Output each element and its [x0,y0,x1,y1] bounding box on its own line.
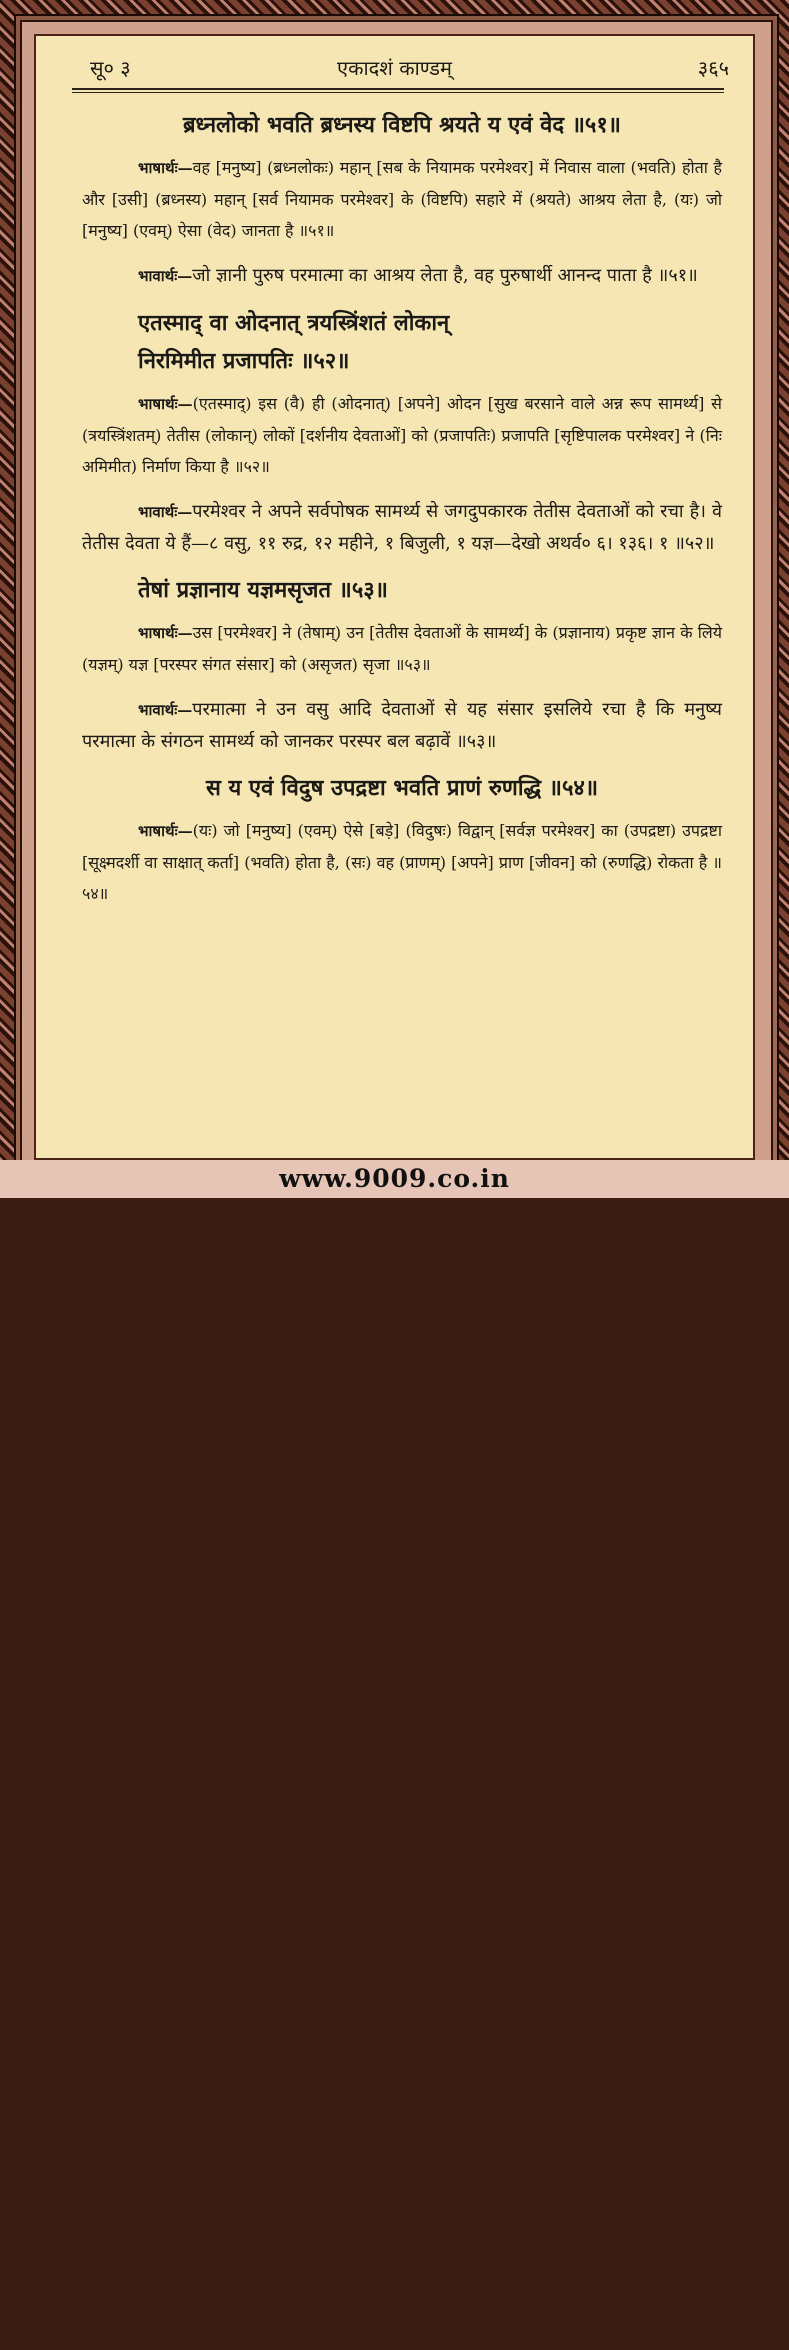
content [82,108,722,923]
header-rule [72,88,724,90]
text: वह [मनुष्य] (ब्रध्नलोकः) महान् [सब के नियामक परमेश्वर] में निवास वाला (भवति) होता है और [उसी] (ब्रध्नस्य) महान् [सर्व नियामक परमेश्वर] के (विष्टपि) सहारे में (श्रयते) आश्रय लेता है, (यः) जो [मनुष्य] (एवम्) ऐसा (वेद) जानता है ॥५१॥ [82,158,722,241]
bhavartha-52 [82,496,722,559]
bhashartha-52 [82,388,722,482]
text: (एतस्माद्) इस (वै) ही (ओदनात्) [अपने] ओदन [सुख बरसाने वाले अन्न रूप सामर्थ्य] से (त्रयस्त्रिंशतम्) तेतीस (लोकान्) लोकों [दर्शनीय देवताओं] को (प्रजापतिः) प्रजापति [सृष्टिपालक परमेश्वर] ने (निः अमिमीत) निर्माण किया है ॥५२॥ [82,394,722,477]
verse-54: स य एवं विदुष उपद्रष्टा भवति प्राणं रुणद्धि ॥५४॥ [205,775,599,802]
label: भावार्थः— [138,267,193,286]
page-header [36,54,753,84]
text: उस [परमेश्वर] ने (तेषाम्) उन [तेतीस देवताओं के सामर्थ्य] के (प्रज्ञानाय) प्रकृष्ट ज्ञान के लिये (यज्ञम्) यज्ञ [परस्पर संगत संसार] को (असृजत) सृजा ॥५३॥ [82,623,722,675]
kanda-title: एकादशं काण्डम् [337,56,452,80]
text: परमेश्वर ने अपने सर्वपोषक सामर्थ्य से जगदुपकारक तेतीस देवताओं को रचा है। वे तेतीस देवता ये हैं—८ वसु, ११ रुद्र, १२ महीने, १ बिजुली, १ यज्ञ—देखो अथर्व० ६। १३६। १ ॥५२॥ [82,501,722,555]
scroll-ornament-right-icon [569,2328,769,2350]
label: भाषार्थः— [138,624,193,643]
page [34,34,755,1160]
verse-53: तेषां प्रज्ञानाय यज्ञमसृजत ॥५३॥ [138,577,388,604]
footer-band [0,1160,789,1198]
label: भाषार्थः— [138,395,193,414]
sutra-number: सू० ३ [90,56,131,80]
website-url[interactable]: www.9009.co.in [279,1164,510,1193]
label: भाषार्थः— [138,159,193,178]
text: जो ज्ञानी पुरुष परमात्मा का आश्रय लेता है, वह पुरुषार्थी आनन्द पाता है ॥५१॥ [192,265,698,287]
bhashartha-53 [82,617,722,680]
label: भाषार्थः— [138,822,193,841]
verse-52-line1: एतस्माद् वा ओदनात् त्रयस्त्रिंशतं लोकान् [138,310,450,337]
label: भावार्थः— [138,503,193,522]
verse-52-line2: निरमिमीत प्रजापतिः ॥५२॥ [138,348,350,375]
bhavartha-51 [82,260,722,292]
label: भावार्थः— [138,701,193,720]
bhashartha-54 [82,815,722,909]
text: परमात्मा ने उन वसु आदि देवताओं से यह संसार इसलिये रचा है कि मनुष्य परमात्मा के संगठन सामर्थ्य को जानकर परस्पर बल बढ़ावें ॥५३॥ [82,699,722,753]
bhashartha-51 [82,152,722,246]
scroll-ornament-left-icon [20,2328,220,2350]
text: (यः) जो [मनुष्य] (एवम्) ऐसे [बड़े] (विदुषः) विद्वान् [सर्वज्ञ परमेश्वर] का (उपद्रष्टा) उपद्रष्टा [सूक्ष्मदर्शी वा साक्षात् कर्ता] (भवति) होता है, (सः) वह (प्राणम्) [अपने] प्राण [जीवन] को (रुणद्धि) रोकता है ॥५४॥ [82,821,722,904]
bhavartha-53 [82,694,722,757]
verse-51: ब्रध्नलोको भवति ब्रध्नस्य विष्टपि श्रयते य एवं वेद ॥५१॥ [183,112,621,138]
header-rule-thin [72,92,724,93]
page-number: ३६५ [697,56,729,80]
